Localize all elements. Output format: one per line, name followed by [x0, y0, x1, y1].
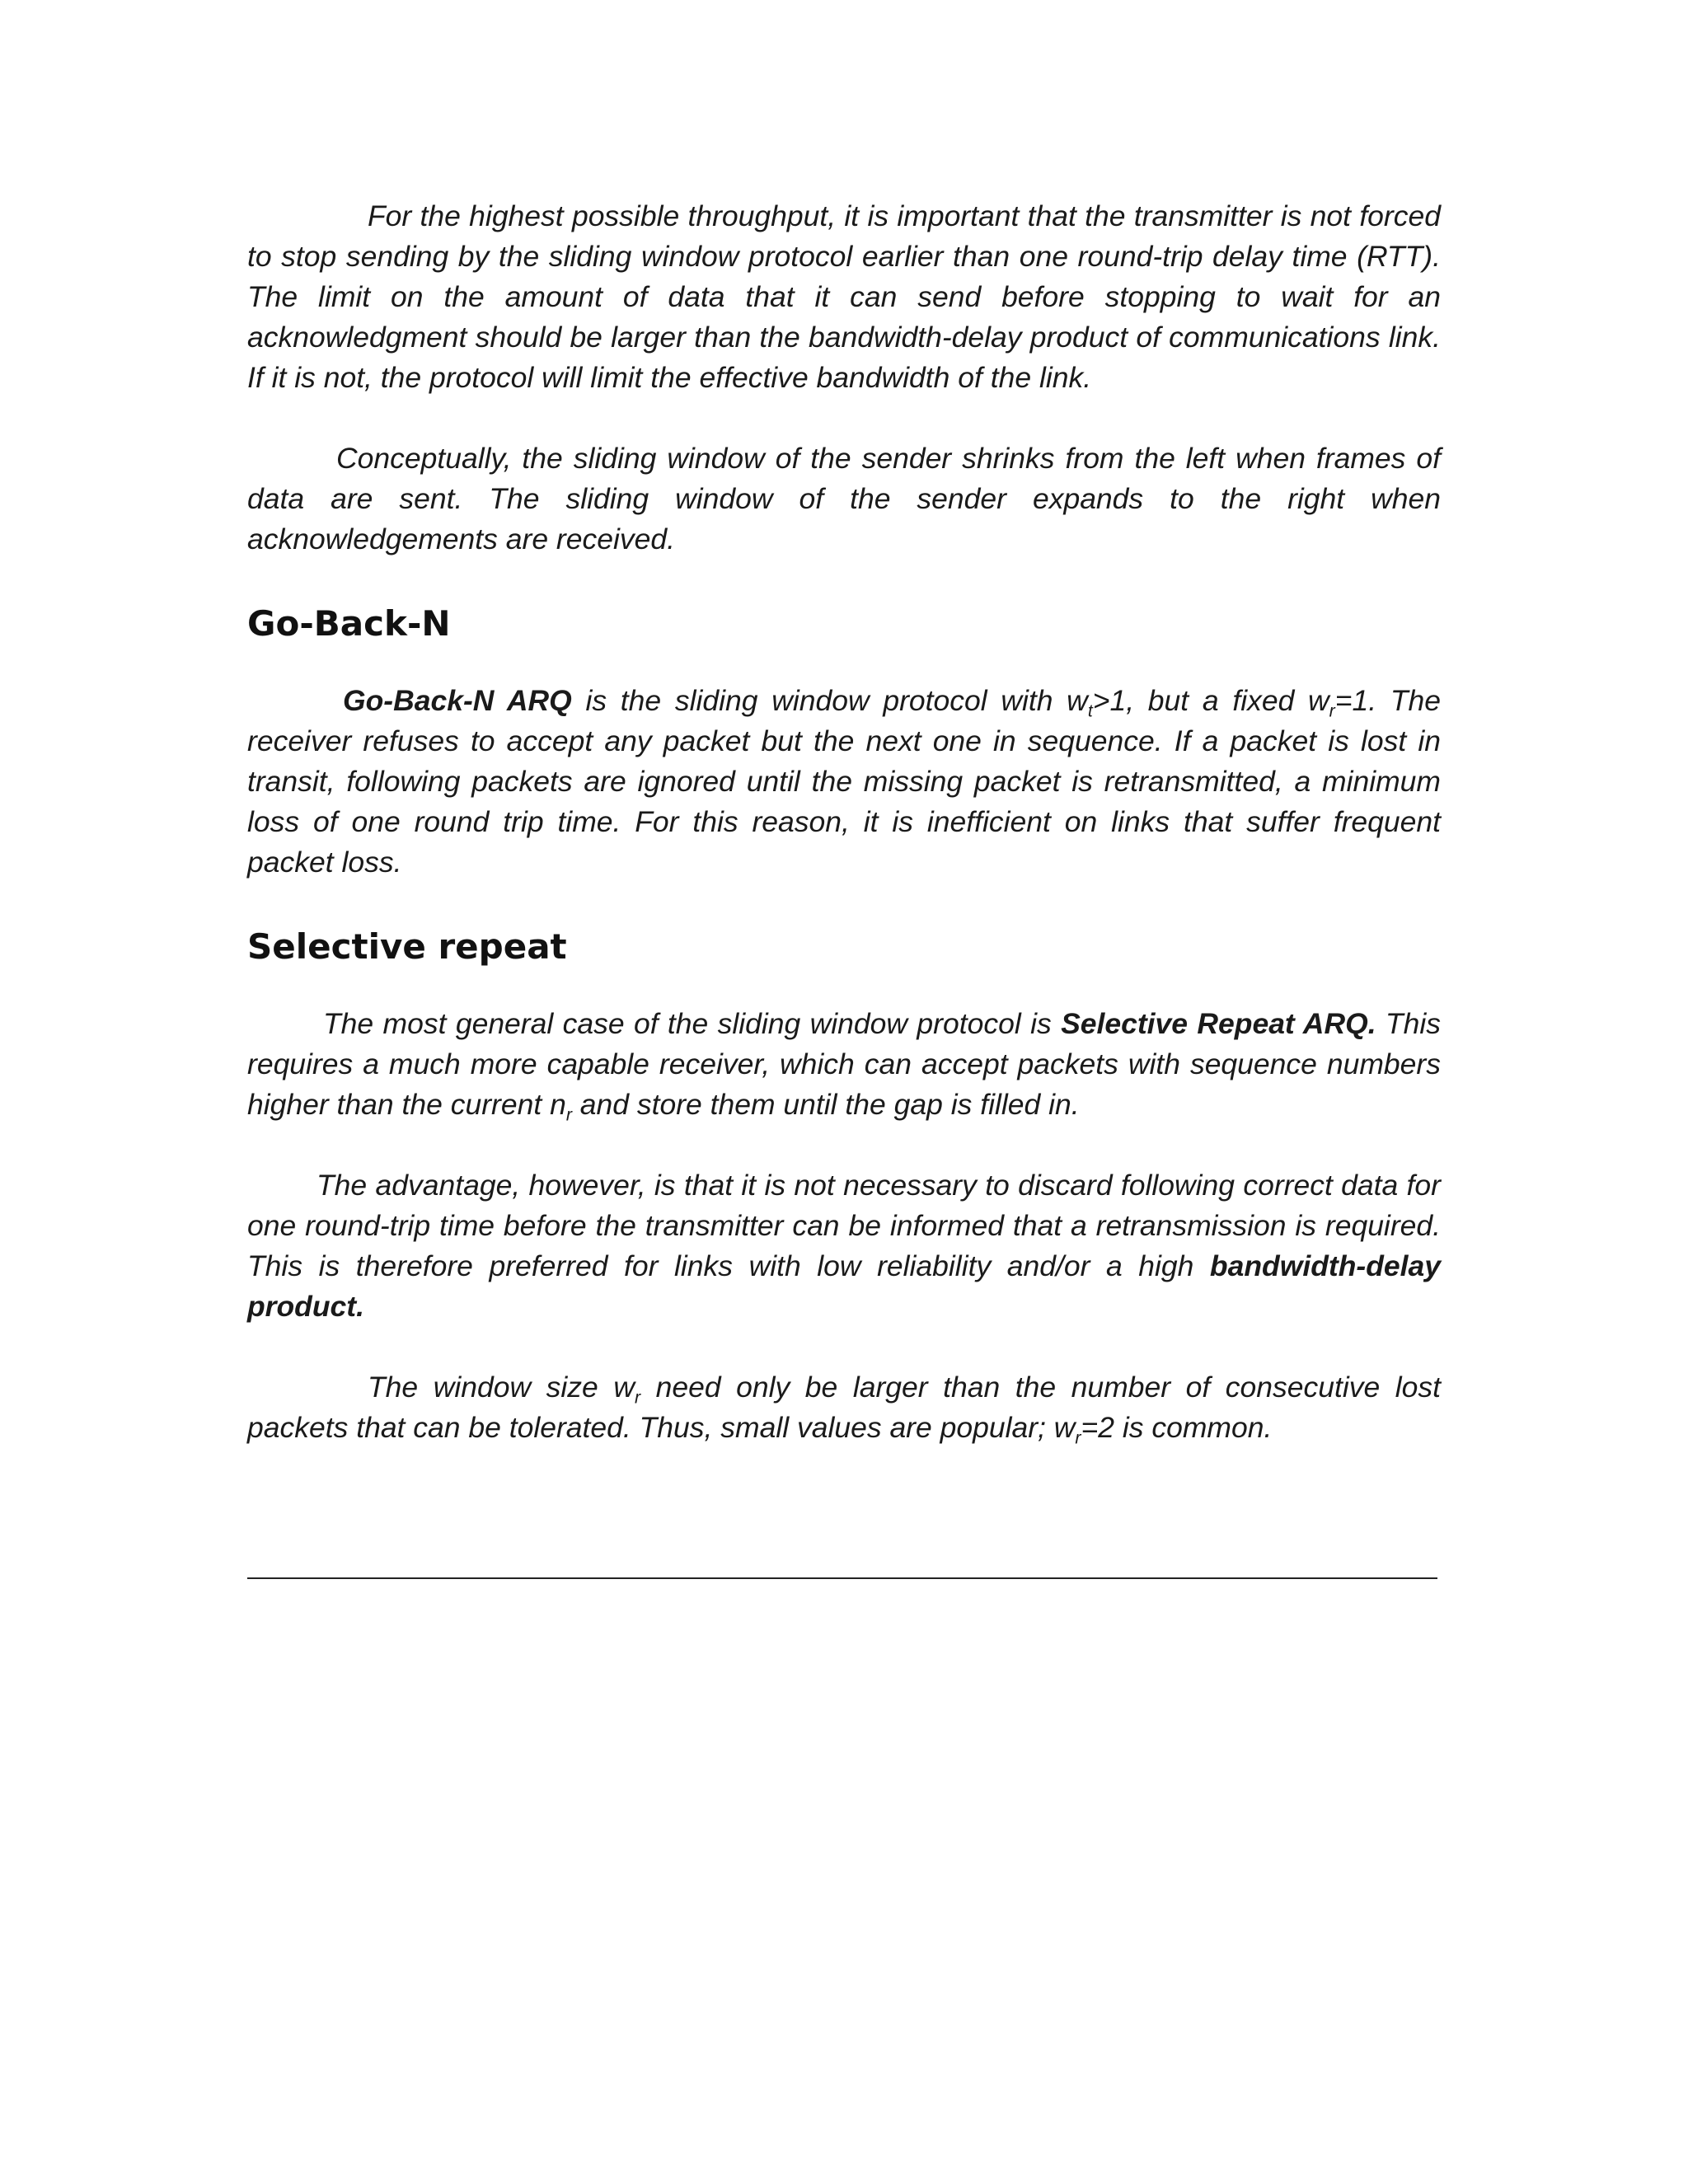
go-back-n-text-part-1: is the sliding window protocol with w: [571, 684, 1088, 717]
term-go-back-n-arq: Go-Back-N ARQ: [343, 684, 572, 717]
selective-repeat-intro-part-2: This requires a much more capable receiver, which can accept packets with sequence numbers higher than the current n: [247, 1007, 1441, 1121]
window-size-text-part-3: =2 is common.: [1081, 1411, 1273, 1444]
paragraph-sliding-window-concept-text: Conceptually, the sliding window of the sender shrinks from the left when frames of data are sent. The sliding window of the sender expands to the right when acknowledgements are received.: [247, 442, 1441, 555]
selective-repeat-intro-part-3: and store them until the gap is filled in.: [571, 1088, 1080, 1121]
paragraph-throughput-text: For the highest possible throughput, it is important that the transmitter is not forced to stop sending by the sliding window protocol earlier than one round-trip delay time (RTT). The limit on the amount of data that it can send before stopping to wait for an acknowledgment should be larger than the bandwidth-delay product of communications link. If it is not, the protocol will limit the effective bandwidth of the link.: [247, 199, 1441, 394]
selective-repeat-advantage-text: The advantage, however, is that it is not necessary to discard following correct data for one round-trip time before the transmitter can be informed that a retransmission is required. This is therefore preferred for links with low reliability and/or a high: [247, 1169, 1441, 1282]
paragraph-throughput: [247, 196, 1441, 398]
paragraph-selective-repeat-intro: [247, 1004, 1441, 1125]
go-back-n-text-part-3: =1. The receiver refuses to accept any packet but the next one in sequence. If a packet is lost in transit, following packets are ignored until the missing packet is retransmitted, a minimum loss of one round trip time. For this reason, it is inefficient on links that suffer frequent packet loss.: [247, 684, 1441, 879]
paragraph-selective-repeat-advantage: [247, 1165, 1441, 1327]
window-size-text-part-1: The window size w: [368, 1371, 635, 1404]
paragraph-go-back-n: [247, 681, 1441, 883]
selective-repeat-intro-part-1: The most general case of the sliding window protocol is: [323, 1007, 1062, 1040]
go-back-n-text-part-2: >1, but a fixed w: [1092, 684, 1329, 717]
subscript-r: r: [565, 1104, 572, 1125]
paragraph-window-size: [247, 1367, 1441, 1448]
subscript-r: r: [1075, 1427, 1081, 1448]
term-bandwidth-delay-product: bandwidth-delay product.: [247, 1249, 1441, 1323]
subscript-r: r: [1329, 701, 1335, 721]
subscript-r: r: [634, 1387, 641, 1408]
heading-selective-repeat: Selective repeat: [247, 926, 567, 967]
heading-go-back-n: Go-Back-N: [247, 603, 451, 644]
page-content: [247, 196, 1441, 1448]
window-size-text-part-2: need only be larger than the number of consecutive lost packets that can be tolerated. Thus, small values are popular; w: [247, 1371, 1441, 1444]
subscript-t: t: [1087, 701, 1093, 721]
horizontal-rule: [247, 1577, 1437, 1579]
term-selective-repeat-arq: Selective Repeat ARQ.: [1061, 1007, 1376, 1040]
paragraph-sliding-window-concept: [247, 438, 1441, 560]
